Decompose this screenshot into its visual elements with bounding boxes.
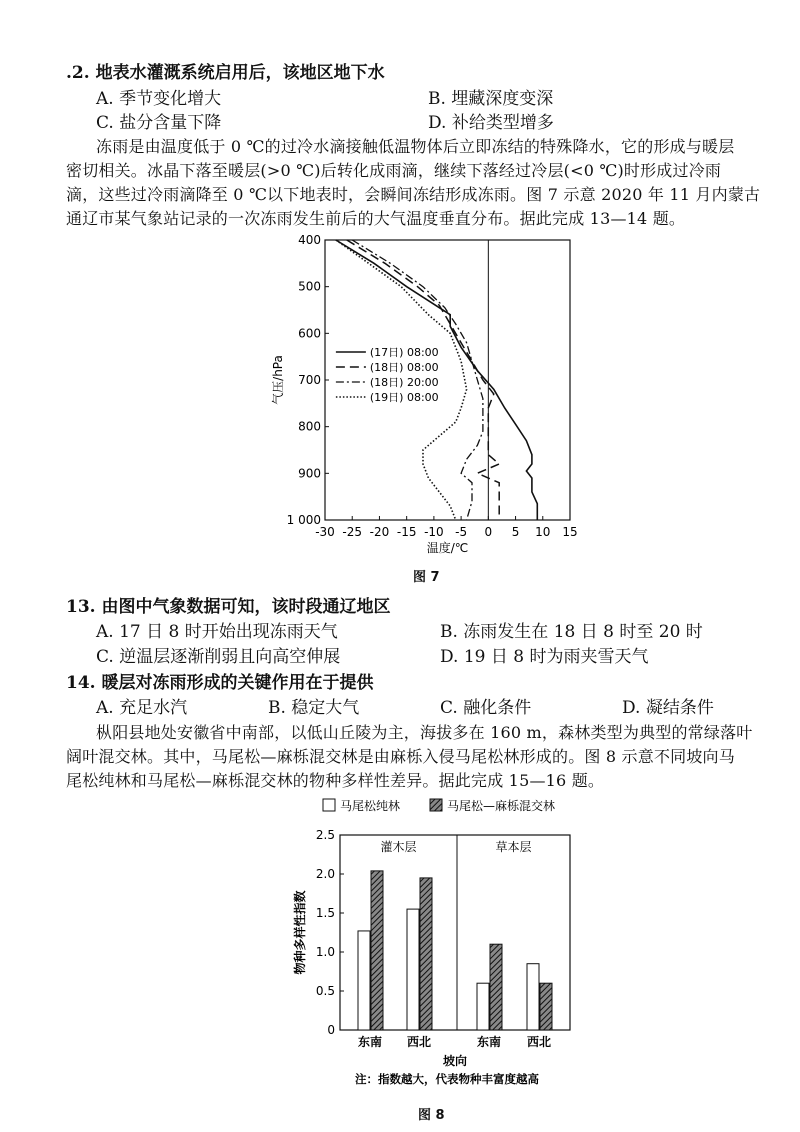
figure-7-caption: 图 7 <box>413 570 440 585</box>
legend-label: (17日) 08:00 <box>369 346 439 359</box>
intro2-line: 尾松纯林和马尾松—麻栎混交林的物种多样性差异。据此完成 15—16 题。 <box>66 771 605 790</box>
y-tick-label: 800 <box>298 419 321 434</box>
q13-option-b: B. 冻雨发生在 18 日 8 时至 20 时 <box>440 622 703 642</box>
intro1-line: 滴，这些过冷雨滴降至 0 ℃以下地表时，会瞬间冻结形成冻雨。图 7 示意 2020 年 11 月内蒙古 <box>66 185 761 204</box>
q14-stem: 14. 暖层对冻雨形成的关键作用在于提供 <box>66 673 374 693</box>
x-axis-label: 坡向 <box>442 1054 468 1068</box>
q14-option-c: C. 融化条件 <box>440 698 532 718</box>
y-tick-label: 1 000 <box>286 513 321 527</box>
panel-label: 灌木层 <box>380 840 417 854</box>
legend-label: 马尾松纯林 <box>340 799 401 813</box>
bar-mixed-forest <box>540 983 552 1030</box>
figure-8-caption: 图 8 <box>418 1108 445 1123</box>
y-tick-label: 2.0 <box>315 867 335 881</box>
q12-option-d: D. 补给类型增多 <box>428 113 554 133</box>
panel-label: 草本层 <box>495 840 532 854</box>
y-tick-label: 1.5 <box>315 906 335 920</box>
q14-option-b: B. 稳定大气 <box>268 698 360 718</box>
legend-label: (18日) 08:00 <box>369 361 439 374</box>
y-tick-label: 2.5 <box>315 828 335 842</box>
bar-pure-forest <box>527 964 539 1030</box>
legend-swatch-mixed <box>430 799 442 811</box>
y-tick-label: 900 <box>298 466 321 481</box>
bar-pure-forest <box>477 983 489 1030</box>
x-tick-label: -15 <box>396 525 417 539</box>
q13-option-c: C. 逆温层逐渐削弱且向高空伸展 <box>96 647 341 667</box>
bar-mixed-forest <box>420 878 432 1030</box>
x-tick-label: 东南 <box>476 1035 502 1049</box>
q12-option-c: C. 盐分含量下降 <box>96 113 222 133</box>
q13-option-a: A. 17 日 8 时开始出现冻雨天气 <box>96 622 338 642</box>
legend-label: 马尾松—麻栎混交林 <box>447 799 556 813</box>
y-tick-label: 700 <box>298 373 321 387</box>
y-axis-label: 气压/hPa <box>271 355 285 405</box>
q12-option-b: B. 埋藏深度变深 <box>428 89 554 109</box>
y-tick-label: 400 <box>298 233 321 247</box>
bar-pure-forest <box>407 909 419 1030</box>
q12-stem: .2. 地表水灌溉系统启用后，该地区地下水 <box>66 63 385 83</box>
y-tick-label: 0.5 <box>315 984 335 998</box>
x-tick-label: 东南 <box>357 1035 383 1049</box>
x-tick-label: -5 <box>455 525 468 539</box>
x-tick-label: -20 <box>369 525 390 539</box>
x-tick-label: 15 <box>562 525 578 539</box>
q14-option-a: A. 充足水汽 <box>96 698 188 718</box>
intro2-line: 枞阳县地处安徽省中南部，以低山丘陵为主，海拔多在 160 m，森林类型为典型的常绿落叶 <box>96 723 753 742</box>
x-tick-label: -10 <box>424 525 444 539</box>
bar-mixed-forest <box>490 944 502 1030</box>
figure-7-chart <box>260 230 600 560</box>
intro2-line: 阔叶混交林。其中，马尾松—麻栎混交林是由麻栎入侵马尾松林形成的。图 8 示意不同坡向马 <box>66 747 735 766</box>
intro1-line: 密切相关。冰晶下落至暖层(>0 ℃)后转化成雨滴，继续下落经过冷层(<0 ℃)时形成过冷雨 <box>66 161 722 180</box>
bar-pure-forest <box>358 931 370 1030</box>
x-tick-label: 0 <box>484 525 493 539</box>
y-tick-label: 500 <box>298 279 321 294</box>
x-tick-label: -25 <box>342 525 363 539</box>
legend-swatch-pure <box>323 799 335 811</box>
intro1-line: 通辽市某气象站记录的一次冻雨发生前后的大气温度垂直分布。据此完成 13—14 题。 <box>66 209 686 228</box>
figure-note: 注：指数越大，代表物种丰富度越高 <box>355 1072 539 1086</box>
x-axis-label: 温度/℃ <box>426 541 469 555</box>
y-tick-label: 1.0 <box>315 945 335 959</box>
y-axis-label: 物种多样性指数 <box>293 890 307 975</box>
q12-option-a: A. 季节变化增大 <box>96 89 222 109</box>
x-tick-label: 5 <box>511 525 520 539</box>
y-tick-label: 0 <box>327 1023 335 1037</box>
q14-option-d: D. 凝结条件 <box>622 698 714 718</box>
bar-mixed-forest <box>371 871 383 1030</box>
y-tick-label: 600 <box>298 326 321 341</box>
q13-option-d: D. 19 日 8 时为雨夹雪天气 <box>440 647 649 667</box>
intro1-line: 冻雨是由温度低于 0 ℃的过冷水滴接触低温物体后立即冻结的特殊降水，它的形成与暖层 <box>96 137 735 156</box>
figure-8-chart <box>280 795 600 1100</box>
x-tick-label: 西北 <box>526 1035 552 1049</box>
q13-stem: 13. 由图中气象数据可知，该时段通辽地区 <box>66 597 391 617</box>
legend-label: (18日) 20:00 <box>369 376 439 389</box>
x-tick-label: -30 <box>315 525 335 539</box>
x-tick-label: 10 <box>535 525 551 539</box>
legend-label: (19日) 08:00 <box>369 391 439 404</box>
x-tick-label: 西北 <box>406 1035 432 1049</box>
plot-frame <box>325 240 570 520</box>
